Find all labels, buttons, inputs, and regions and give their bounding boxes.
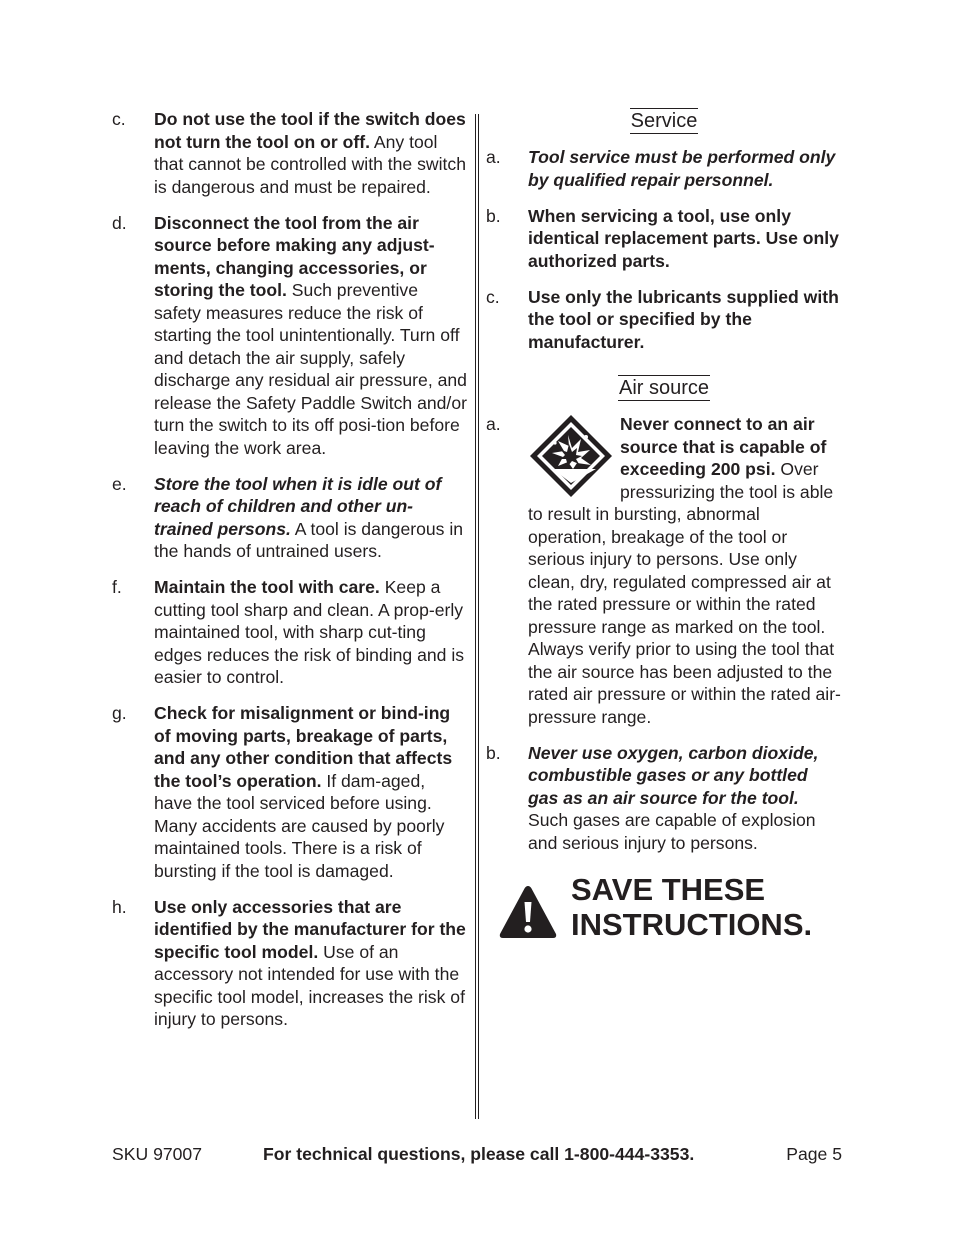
list-item <box>486 146 842 191</box>
item-letter: a. <box>486 414 501 434</box>
air-source-heading <box>486 375 842 401</box>
list-item <box>112 473 468 563</box>
item-lead: When servicing a tool, use only identical replacement parts. Use only authorized parts. <box>528 205 839 271</box>
item-letter: a. <box>486 147 501 167</box>
item-lead: Check for misalignment or bind-ing of moving parts, breakage of parts, and any other condition that affects the tool’s operation. <box>154 703 453 791</box>
column-divider <box>478 114 479 1119</box>
save-instructions-notice <box>498 872 838 952</box>
explosion-hazard-icon <box>528 413 614 499</box>
list-item <box>486 286 842 354</box>
item-body: If dam-aged, have the tool serviced before using. Many accidents are caused by poorly maintained tools. There is a risk of bursting if the tool is damaged. <box>154 770 445 881</box>
item-letter: d. <box>112 212 127 233</box>
item-lead: Maintain the tool with care. <box>154 577 380 597</box>
warning-triangle-icon <box>498 884 558 940</box>
item-lead: Use only the lubricants supplied with the tool or specified by the manufacturer. <box>528 286 839 352</box>
item-body: Any tool that cannot be controlled with the switch is dangerous and must be repaired. <box>154 131 466 197</box>
item-lead: Tool service must be performed only by qualified repair personnel. <box>528 147 836 190</box>
item-lead: Never connect to an air source that is capable of exceeding 200 psi. <box>620 414 827 479</box>
item-letter: e. <box>112 473 127 494</box>
item-letter: c. <box>112 109 126 129</box>
service-heading-text: Service <box>630 110 698 132</box>
footer-sku: SKU 97007 <box>112 1144 202 1164</box>
item-lead: Never use oxygen, carbon dioxide, combustible gases or any bottled gas as an air source for the tool. <box>528 742 819 808</box>
column-divider <box>475 114 476 1119</box>
air-source-heading-text: Air source <box>618 377 710 399</box>
list-item <box>486 742 842 855</box>
item-lead: Do not use the tool if the switch does not turn the tool on or off. <box>154 109 466 152</box>
item-lead: Disconnect the tool from the air source before making any adjust-ments, changing accessories, or storing the tool. <box>154 212 435 300</box>
item-letter: b. <box>486 742 501 763</box>
page-footer <box>112 1143 842 1167</box>
item-lead: Store the tool when it is idle out of reach of children and other un-trained persons. <box>154 473 442 539</box>
item-letter: h. <box>112 896 127 917</box>
save-line-1: SAVE THESE <box>571 872 766 907</box>
list-item <box>112 108 468 198</box>
item-letter: g. <box>112 703 127 723</box>
list-item <box>112 576 468 689</box>
item-letter: f. <box>112 577 122 597</box>
list-item <box>486 413 842 728</box>
right-column <box>486 108 842 868</box>
list-item <box>112 702 468 882</box>
list-item <box>486 205 842 273</box>
left-column <box>112 108 468 1044</box>
item-body: Such preventive safety measures reduce the risk of starting the tool unintentionally. Turn off and detach the air supply, safely discharge any residual air pressure, and release the Safety Paddle Switch and/or turn the switch to its off posi-tion before leaving the work area. <box>154 280 467 458</box>
item-letter: c. <box>486 286 500 307</box>
item-body: Over pressurizing the tool is able to result in bursting, abnormal operation, breakage of the tool or serious injury to persons. Use only clean, dry, regulated compressed air at the rated pressure or within the rated pressure range as marked on the tool. Always verify prior to using the tool that the air source has been adjusted to the rated air pressure or within the rated air-pressure range. <box>528 459 841 727</box>
item-body: Use of an accessory not intended for use with the specific tool model, increases the risk of injury to persons. <box>154 941 465 1029</box>
list-item <box>112 212 468 460</box>
item-body: A tool is dangerous in the hands of untrained users. <box>154 518 464 561</box>
item-lead: Use only accessories that are identified by the manufacturer for the specific tool model. <box>154 896 466 962</box>
save-line-2: INSTRUCTIONS. <box>571 907 813 942</box>
footer-contact: For technical questions, please call 1-800-444-3353. <box>263 1144 695 1164</box>
footer-page-number: Page 5 <box>786 1144 842 1164</box>
save-instructions-text <box>571 872 812 942</box>
service-heading <box>486 108 842 134</box>
item-body: Such gases are capable of explosion and serious injury to persons. <box>528 810 816 853</box>
item-body: Keep a cutting tool sharp and clean. A prop-erly maintained tool, with sharp cut-ting edges reduces the risk of binding and is easier to control. <box>154 577 465 687</box>
item-letter: b. <box>486 205 501 226</box>
list-item <box>112 896 468 1031</box>
